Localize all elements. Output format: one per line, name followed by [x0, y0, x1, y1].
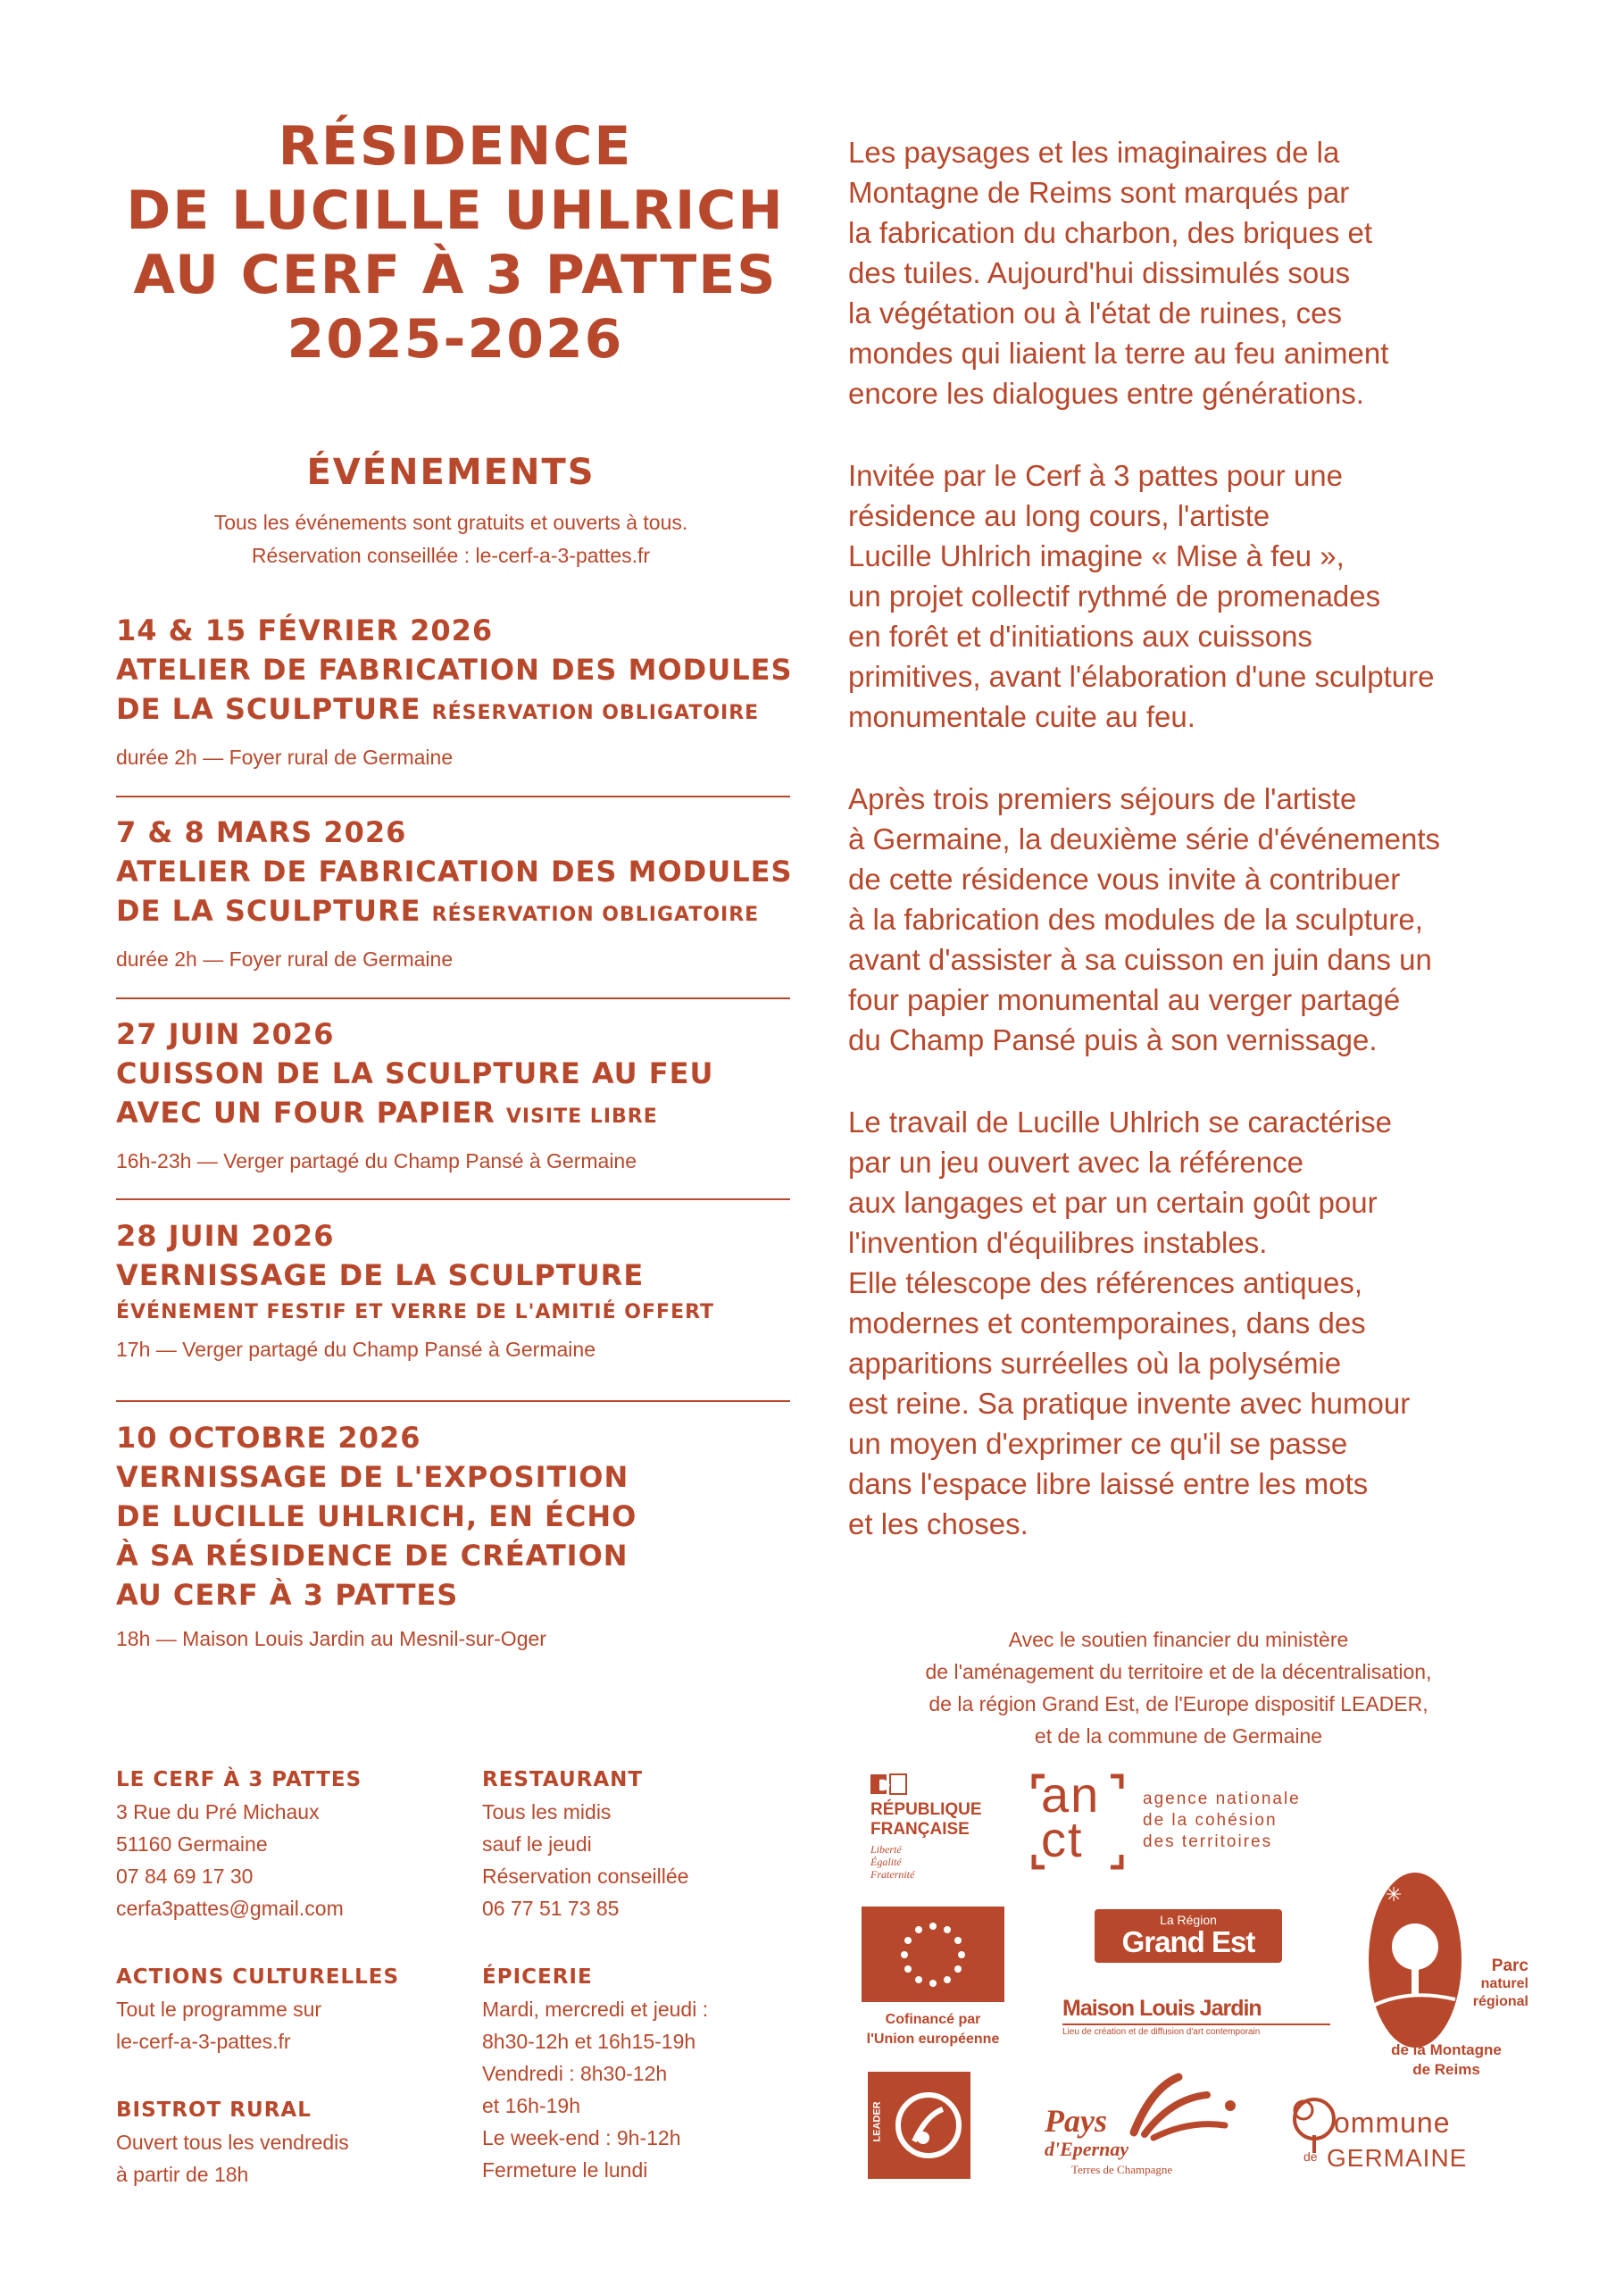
event-title — [116, 1256, 790, 1295]
text-line: Lucille Uhlrich imagine « Mise à feu », — [848, 539, 1345, 572]
info-line: Tout le programme sur — [116, 1998, 322, 2021]
support-text — [835, 1623, 1522, 1752]
text-line: Elle télescope des références antiques, — [848, 1266, 1363, 1299]
paragraph — [848, 132, 1527, 413]
text-line: Après trois premiers séjours de l'artiste — [848, 782, 1357, 815]
anct-mark-line: ct — [1041, 1811, 1084, 1867]
support-line: de l'aménagement du territoire et de la décentralisation, — [925, 1660, 1432, 1683]
text-line: un moyen d'exprimer ce qu'il se passe — [848, 1427, 1348, 1460]
parc-line: régional — [1472, 1994, 1528, 2009]
text-line: des tuiles. Aujourd'hui dissimulés sous — [848, 256, 1351, 289]
event-title — [116, 852, 793, 935]
info-line: à partir de 18h — [116, 2163, 249, 2186]
info-heading: ÉPICERIE — [482, 1965, 593, 1989]
paragraph — [848, 1102, 1527, 1544]
epernay-pays: Pays — [1045, 2103, 1107, 2139]
text-line: avant d'assister à sa cuisson en juin dans un — [848, 943, 1432, 976]
text-line: l'invention d'équilibres instables. — [848, 1226, 1268, 1259]
parc-line: de Reims — [1412, 2061, 1480, 2078]
anct-mark-line: an — [1041, 1766, 1101, 1823]
text-line: à Germaine, la deuxième série d'événements — [848, 822, 1440, 855]
event-date: 10 OCTOBRE 2026 — [116, 1421, 421, 1455]
event-title-line: AU CERF À 3 PATTES — [116, 1578, 459, 1612]
divider — [116, 1198, 790, 1200]
pays-epernay-logo — [1036, 2070, 1250, 2186]
support-line: et de la commune de Germaine — [1034, 1724, 1323, 1748]
page-title — [107, 114, 804, 371]
paragraph — [848, 455, 1527, 737]
leader-logo — [868, 2072, 970, 2179]
event-title-line: VERNISSAGE DE LA SCULPTURE — [116, 1258, 645, 1292]
text-line: mondes qui liaient la terre au feu animent — [848, 337, 1389, 370]
epernay-sub: Terres de Champagne — [1071, 2163, 1173, 2176]
leader-text: LEADER — [871, 2101, 883, 2142]
event-note: RÉSERVATION OBLIGATOIRE — [431, 904, 760, 926]
rf-motto-line: Fraternité — [870, 1868, 915, 1881]
events-intro — [125, 506, 777, 572]
info-line: Tous les midis — [482, 1800, 612, 1823]
eu-flag-icon — [862, 1907, 1004, 2002]
event-title-line: VERNISSAGE DE L'EXPOSITION — [116, 1460, 629, 1494]
eu-logo — [853, 1907, 1040, 2049]
info-actions — [116, 1961, 473, 2057]
text-line: modernes et contemporaines, dans des — [848, 1306, 1366, 1339]
epernay-name: d'Epernay — [1045, 2138, 1129, 2160]
paragraph — [848, 779, 1527, 1060]
website-link[interactable]: le-cerf-a-3-pattes.fr — [116, 2030, 291, 2053]
maison-louis-jardin-logo — [1062, 1996, 1330, 2040]
text-line: Montagne de Reims sont marqués par — [848, 176, 1350, 209]
text-line: monumentale cuite au feu. — [848, 700, 1195, 733]
event-note: RÉSERVATION OBLIGATOIRE — [431, 702, 760, 724]
events-intro-line: Réservation conseillée : le-cerf-a-3-pattes.fr — [251, 544, 651, 567]
eu-caption — [853, 2010, 1013, 2049]
info-heading: LE CERF À 3 PATTES — [116, 1768, 362, 1791]
event-item — [116, 611, 793, 771]
parc-naturel-logo — [1366, 1871, 1527, 2090]
text-line: en forêt et d'initiations aux cuissons — [848, 620, 1312, 653]
germaine-commune: ommune — [1334, 2107, 1451, 2139]
anct-name-line: de la cohésion — [1143, 1811, 1278, 1830]
info-restaurant — [482, 1764, 821, 1924]
body-text — [848, 132, 1527, 1586]
event-item — [116, 1418, 790, 1652]
parc-line: Parc — [1491, 1957, 1528, 1975]
event-detail: 16h-23h — Verger partagé du Champ Pansé à Germaine — [116, 1149, 637, 1172]
event-title-line: ATELIER DE FABRICATION DES MODULES — [116, 855, 793, 889]
info-line: Le week-end : 9h-12h — [482, 2126, 681, 2149]
text-line: du Champ Pansé puis à son vernissage. — [848, 1023, 1378, 1056]
event-detail: 17h — Verger partagé du Champ Pansé à Germaine — [116, 1338, 595, 1361]
mlj-sub: Lieu de création et de diffusion d'art contemporain — [1062, 2023, 1330, 2037]
rf-text-2: FRANÇAISE — [870, 1820, 970, 1839]
anct-name — [1143, 1789, 1301, 1853]
svg-text:✳: ✳ — [1386, 1884, 1403, 1907]
event-title-line: ATELIER DE FABRICATION DES MODULES — [116, 653, 793, 687]
event-detail: 18h — Maison Louis Jardin au Mesnil-sur-Oger — [116, 1627, 546, 1650]
text-line: et les choses. — [848, 1507, 1029, 1540]
mlj-name: Maison Louis Jardin — [1062, 1996, 1262, 2021]
republique-francaise-logo — [870, 1773, 1004, 1880]
info-heading: BISTROT RURAL — [116, 2099, 312, 2122]
divider — [116, 997, 790, 999]
info-line: et 16h-19h — [482, 2094, 580, 2117]
info-line: 8h30-12h et 16h15-19h — [482, 2030, 696, 2053]
address-line: 51160 Germaine — [116, 1832, 268, 1856]
info-line: Réservation conseillée — [482, 1865, 689, 1888]
event-title-line: DE LUCILLE UHLRICH, EN ÉCHO — [116, 1499, 637, 1533]
text-line: la fabrication du charbon, des briques et — [848, 216, 1373, 249]
rf-motto-line: Liberté — [870, 1843, 902, 1856]
anct-logo — [1029, 1766, 1368, 1871]
parc-label — [1428, 1957, 1528, 2011]
event-item — [116, 1014, 790, 1174]
event-subtitle: ÉVÉNEMENT FESTIF ET VERRE DE L'AMITIÉ OFFERT — [116, 1301, 715, 1323]
germaine-name: GERMAINE — [1327, 2144, 1468, 2172]
parc-caption — [1366, 2040, 1527, 2080]
support-line: de la région Grand Est, de l'Europe dispositif LEADER, — [929, 1692, 1428, 1715]
anct-name-line: des territoires — [1143, 1832, 1273, 1851]
email-link[interactable]: cerfa3pattes@gmail.com — [116, 1897, 344, 1920]
text-line: est reine. Sa pratique invente avec humour — [848, 1387, 1411, 1420]
rf-text-1: RÉPUBLIQUE — [870, 1800, 982, 1819]
text-line: encore les dialogues entre générations. — [848, 377, 1364, 410]
eu-caption-line: Cofinancé par — [885, 2012, 981, 2027]
parc-line: naturel — [1480, 1976, 1528, 1991]
event-detail: durée 2h — Foyer rural de Germaine — [116, 746, 454, 769]
support-line: Avec le soutien financier du ministère — [1008, 1628, 1349, 1651]
events-heading: ÉVÉNEMENTS — [306, 452, 595, 493]
text-line: de cette résidence vous invite à contribuer — [848, 863, 1401, 896]
event-date: 28 JUIN 2026 — [116, 1219, 335, 1253]
event-title — [116, 1457, 790, 1615]
commune-germaine-logo — [1286, 2094, 1500, 2183]
divider — [116, 796, 790, 797]
info-line: Fermeture le lundi — [482, 2158, 648, 2182]
event-detail: durée 2h — Foyer rural de Germaine — [116, 947, 454, 971]
grand-est-small: La Région — [1160, 1913, 1217, 1927]
event-title-line: CUISSON DE LA SCULPTURE AU FEU — [116, 1056, 714, 1090]
text-line: dans l'espace libre laissé entre les mots — [848, 1467, 1369, 1500]
event-item — [116, 813, 793, 972]
address-line: 3 Rue du Pré Michaux — [116, 1800, 320, 1823]
event-date: 27 JUIN 2026 — [116, 1017, 335, 1051]
rf-motto-line: Égalité — [870, 1856, 902, 1868]
text-line: la végétation ou à l'état de ruines, ces — [848, 296, 1342, 330]
event-title — [116, 650, 793, 733]
info-heading: RESTAURANT — [482, 1768, 644, 1791]
rf-motto — [870, 1843, 1004, 1881]
phone-link[interactable]: 06 77 51 73 85 — [482, 1897, 620, 1920]
info-heading: ACTIONS CULTURELLES — [116, 1965, 400, 1989]
text-line: aux langages et par un certain goût pour — [848, 1186, 1378, 1219]
event-date: 7 & 8 MARS 2026 — [116, 815, 407, 849]
text-line: four papier monumental au verger partagé — [848, 983, 1401, 1016]
eu-caption-line: l'Union européenne — [866, 2032, 1000, 2047]
epernay-splash-icon — [1125, 2070, 1241, 2141]
grand-est-big: Grand Est — [1121, 1925, 1255, 1958]
text-line: Invitée par le Cerf à 3 pattes pour une — [848, 459, 1344, 492]
event-title-text: AVEC UN FOUR PAPIER — [116, 1096, 496, 1130]
events-intro-line: Tous les événements sont gratuits et ouverts à tous. — [213, 511, 688, 534]
info-epicerie — [482, 1961, 821, 2186]
title-line: 2025-2026 — [287, 308, 624, 371]
event-title — [116, 1054, 790, 1137]
info-line: Mardi, mercredi et jeudi : — [482, 1998, 709, 2021]
title-line: DE LUCILLE UHLRICH — [126, 179, 785, 242]
event-note: VISITE LIBRE — [505, 1106, 658, 1128]
event-title-line — [116, 891, 790, 935]
info-cerf — [116, 1764, 473, 1924]
event-title-text: DE LA SCULPTURE — [116, 692, 421, 726]
info-line: Vendredi : 8h30-12h — [482, 2062, 668, 2085]
info-line: sauf le jeudi — [482, 1832, 592, 1856]
text-line: par un jeu ouvert avec la référence — [848, 1146, 1303, 1179]
germaine-de: de — [1303, 2149, 1318, 2164]
event-title-line — [116, 689, 790, 733]
anct-name-line: agence nationale — [1143, 1790, 1301, 1808]
event-item — [116, 1216, 790, 1363]
text-line: un projet collectif rythmé de promenades — [848, 580, 1381, 613]
parc-line: de la Montagne — [1391, 2041, 1502, 2058]
text-line: apparitions surréelles où la polysémie — [848, 1347, 1342, 1380]
marianne-icon — [870, 1773, 924, 1796]
event-title-text: DE LA SCULPTURE — [116, 894, 421, 928]
title-line: RÉSIDENCE — [278, 115, 633, 178]
info-line: Ouvert tous les vendredis — [116, 2131, 349, 2154]
grand-est-logo — [1095, 1909, 1282, 1963]
text-line: Les paysages et les imaginaires de la — [848, 136, 1340, 169]
title-line: AU CERF À 3 PATTES — [133, 244, 778, 306]
event-date: 14 & 15 FÉVRIER 2026 — [116, 613, 494, 647]
text-line: Le travail de Lucille Uhlrich se caractérise — [848, 1106, 1392, 1139]
leader-icon — [868, 2072, 970, 2179]
event-title-line: À SA RÉSIDENCE DE CRÉATION — [116, 1539, 629, 1573]
event-title-line — [116, 1093, 790, 1137]
phone-link[interactable]: 07 84 69 17 30 — [116, 1865, 254, 1888]
text-line: à la fabrication des modules de la sculpture, — [848, 903, 1423, 936]
info-bistrot — [116, 2094, 473, 2190]
text-line: primitives, avant l'élaboration d'une sculpture — [848, 660, 1435, 693]
anct-mark — [1041, 1766, 1101, 1867]
text-line: résidence au long cours, l'artiste — [848, 499, 1270, 532]
divider — [116, 1400, 790, 1402]
